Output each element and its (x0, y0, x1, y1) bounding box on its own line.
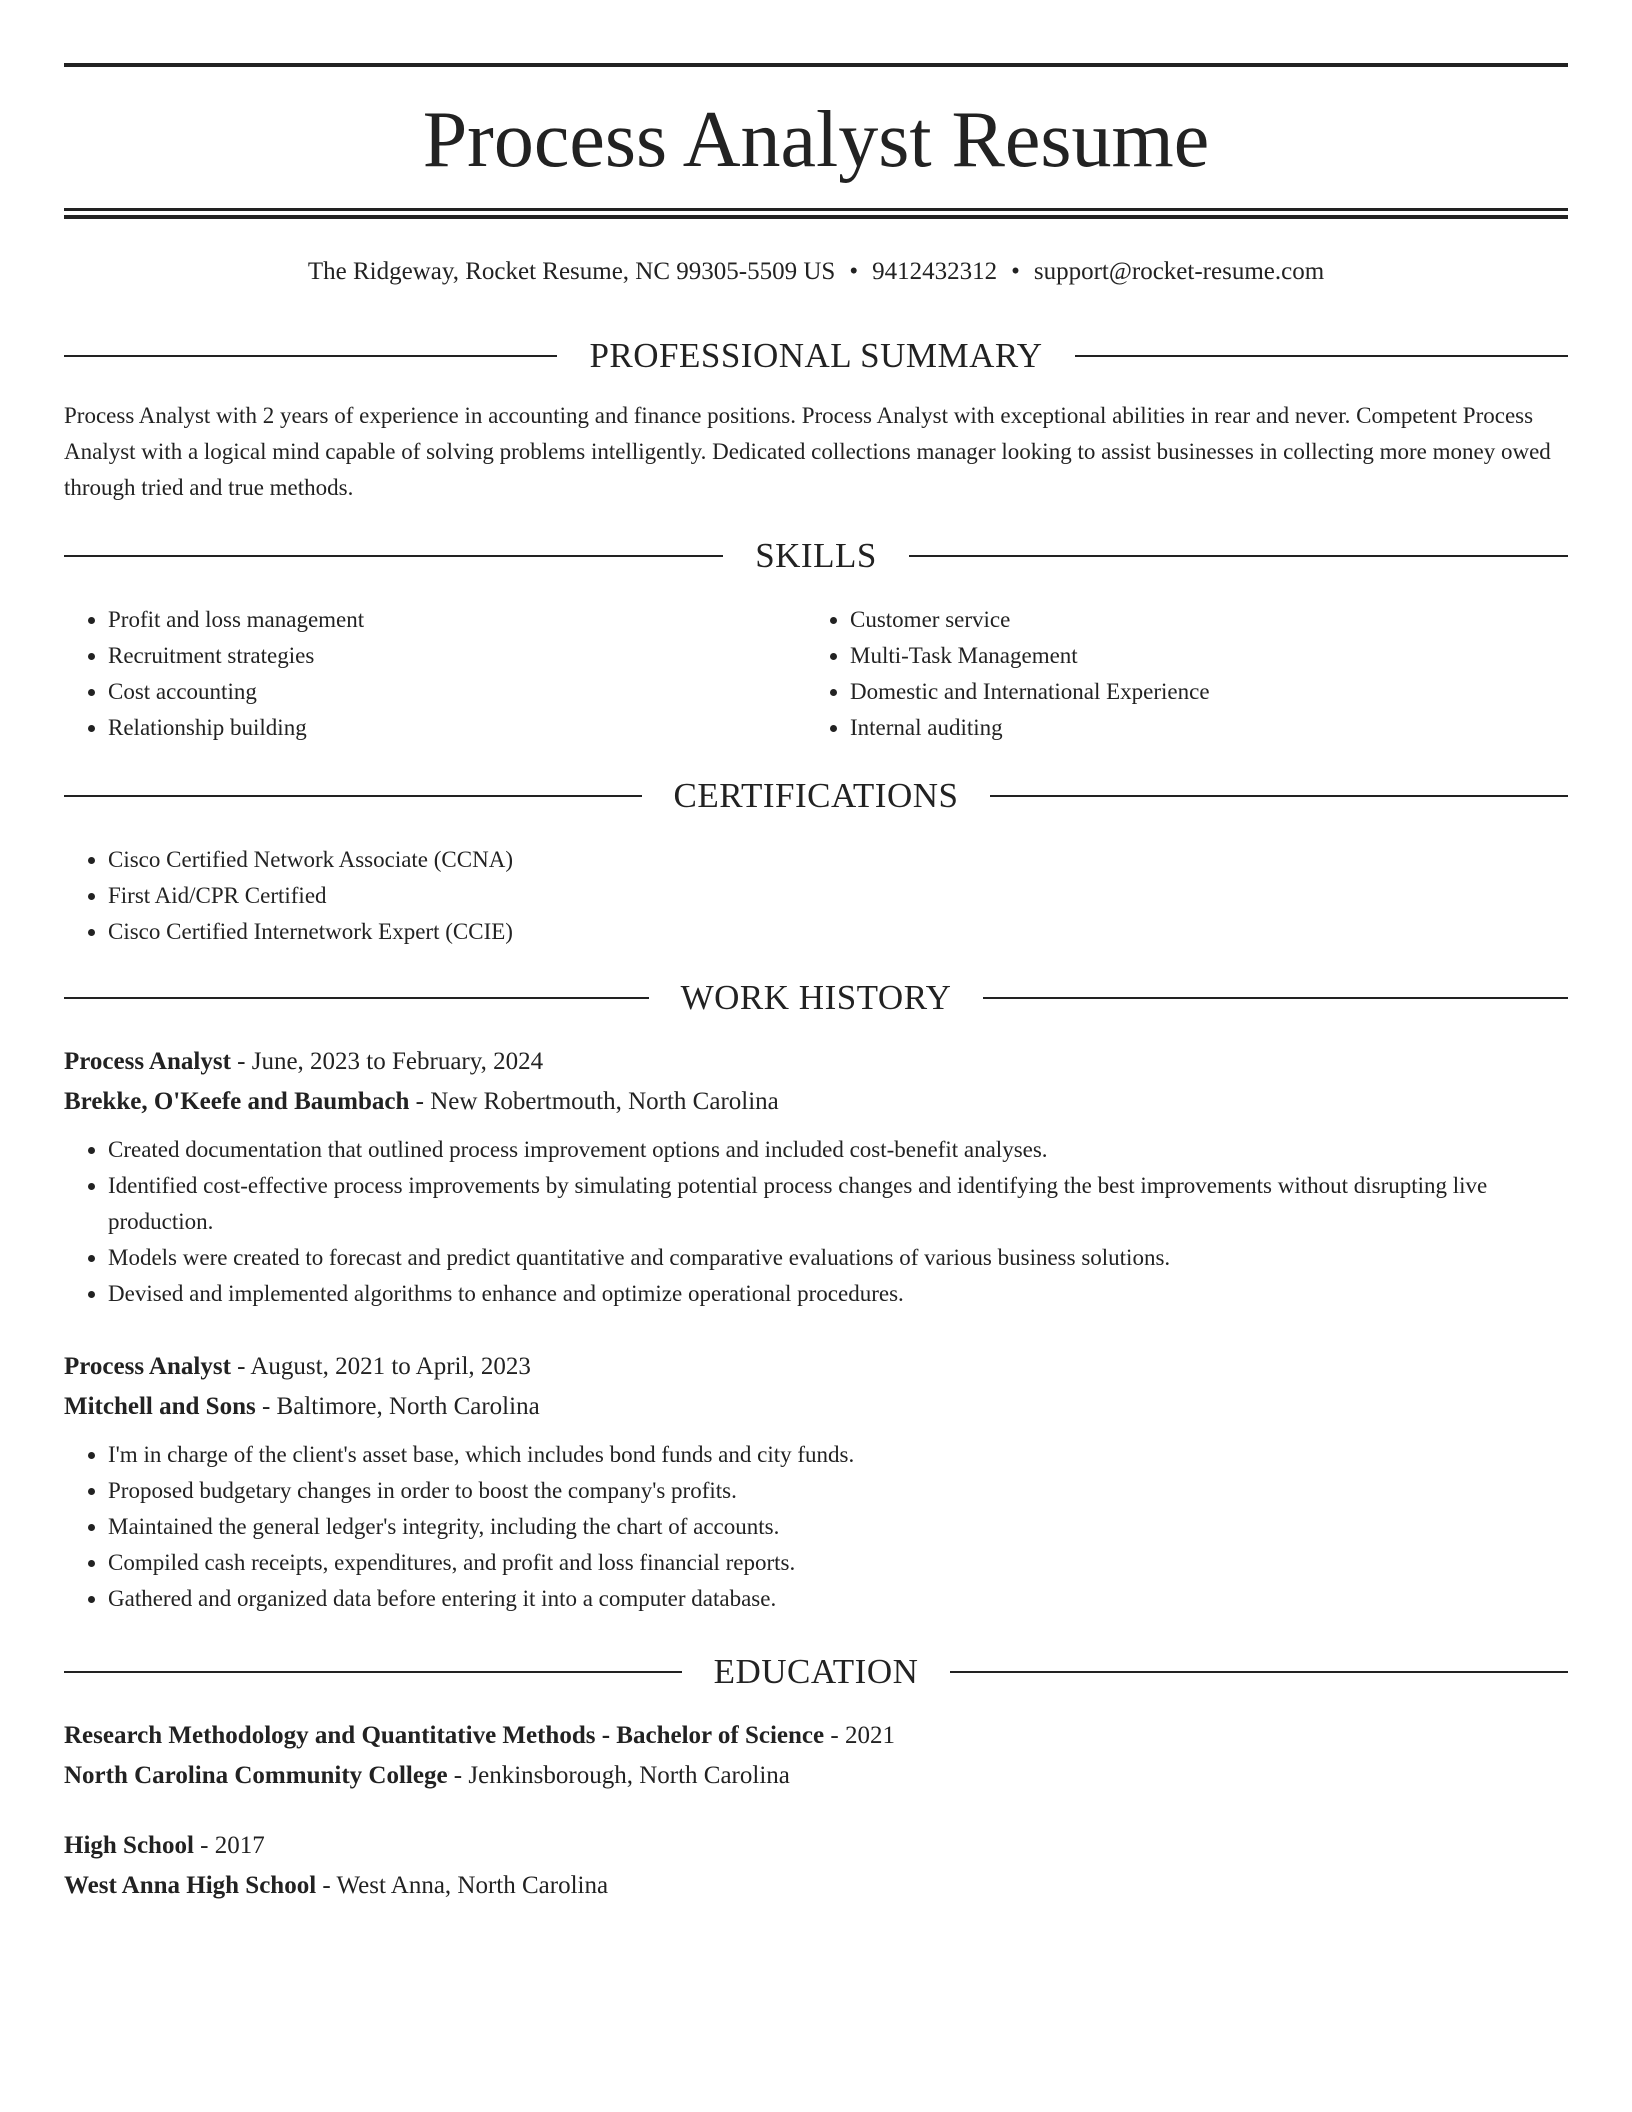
education-school: North Carolina Community College (64, 1762, 448, 1789)
section-rule (64, 1671, 682, 1673)
job-bullets (64, 1437, 1568, 1617)
job-company: Brekke, O'Keefe and Baumbach (64, 1088, 410, 1115)
education-school-line (64, 1866, 1568, 1906)
job-entry (64, 1347, 1568, 1617)
education-degree-line (64, 1716, 1568, 1756)
skills-column-left (64, 602, 804, 746)
list-item: • Multi-Task Management (850, 638, 1546, 674)
education-year: - 2017 (193, 1832, 265, 1859)
top-rule (64, 63, 1568, 67)
section-rule (990, 795, 1568, 797)
contact-email: support@rocket-resume.com (1033, 258, 1325, 285)
education-location: - West Anna, North Carolina (316, 1872, 609, 1899)
contact-separator: • (1011, 258, 1020, 285)
list-item: • Domestic and International Experience (850, 674, 1546, 710)
certifications-block (64, 842, 1568, 950)
section-header-education (64, 1650, 1568, 1694)
list-item: • Cisco Certified Network Associate (CCNA) (108, 842, 1568, 878)
list-item: • Proposed budgetary changes in order to boost the company's profits. (108, 1473, 1568, 1509)
list-item: • Identified cost-effective process improvements by simulating potential process changes and identifying the best improvements without disrupting live production. (108, 1168, 1568, 1240)
list-item: • Models were created to forecast and predict quantitative and comparative evaluations of various business solutions. (108, 1240, 1568, 1276)
list-item: • First Aid/CPR Certified (108, 878, 1568, 914)
section-header-skills (64, 534, 1568, 578)
contact-line (64, 254, 1568, 290)
job-role: Process Analyst (64, 1353, 231, 1380)
list-item: • Cost accounting (108, 674, 804, 710)
job-title-line (64, 1347, 1568, 1387)
education-year: - 2021 (824, 1722, 895, 1749)
list-item: • Devised and implemented algorithms to enhance and optimize operational procedures. (108, 1276, 1568, 1312)
job-company: Mitchell and Sons (64, 1393, 256, 1420)
list-item: • Created documentation that outlined process improvement options and included cost-benefit analyses. (108, 1132, 1568, 1168)
job-bullets (64, 1132, 1568, 1312)
section-rule (64, 355, 557, 357)
job-role: Process Analyst (64, 1048, 231, 1075)
summary-text: Process Analyst with 2 years of experience in accounting and finance positions. Process Analyst with exceptional abilities in rear and never. Competent Process Analyst with a logical mind capable of solving problems intelligently. Dedicated collections manager looking to assist businesses in collecting more money owed through tried and true methods. (64, 403, 1551, 500)
job-location: - New Robertmouth, North Carolina (409, 1088, 779, 1115)
skills-list-left (64, 602, 804, 746)
job-title-line (64, 1042, 1568, 1082)
education-school-line (64, 1756, 1568, 1796)
section-title: CERTIFICATIONS (673, 776, 959, 815)
contact-phone: 9412432312 (872, 258, 998, 285)
section-title: SKILLS (755, 536, 877, 575)
job-company-line (64, 1387, 1568, 1427)
education-entry (64, 1826, 1568, 1906)
section-header-work-history (64, 976, 1568, 1020)
contact-address: The Ridgeway, Rocket Resume, NC 99305-5509 US (307, 258, 836, 285)
list-item: • Recruitment strategies (108, 638, 804, 674)
section-title: PROFESSIONAL SUMMARY (589, 336, 1043, 375)
skills-column-right (806, 602, 1546, 746)
job-dates: - August, 2021 to April, 2023 (230, 1353, 531, 1380)
list-item: • Customer service (850, 602, 1546, 638)
section-header-summary (64, 334, 1568, 378)
job-company-line (64, 1082, 1568, 1122)
title-rule-upper (64, 208, 1568, 211)
list-item: • Cisco Certified Internetwork Expert (CCIE) (108, 914, 1568, 950)
section-rule (1075, 355, 1568, 357)
title-rule-lower (64, 215, 1568, 219)
skills-list-right (806, 602, 1546, 746)
section-title: WORK HISTORY (680, 978, 952, 1017)
section-rule (909, 555, 1568, 557)
section-rule (64, 997, 649, 999)
education-degree: Research Methodology and Quantitative Methods - Bachelor of Science (64, 1722, 825, 1749)
list-item: • Gathered and organized data before entering it into a computer database. (108, 1581, 1568, 1617)
section-header-certifications (64, 774, 1568, 818)
job-dates: - June, 2023 to February, 2024 (230, 1048, 544, 1075)
education-degree: High School (64, 1832, 194, 1859)
list-item: • Profit and loss management (108, 602, 804, 638)
education-entry (64, 1716, 1568, 1796)
section-rule (64, 795, 642, 797)
section-rule (950, 1671, 1568, 1673)
list-item: • Internal auditing (850, 710, 1546, 746)
list-item: • I'm in charge of the client's asset base, which includes bond funds and city funds. (108, 1437, 1568, 1473)
education-degree-line (64, 1826, 1568, 1866)
certifications-list (64, 842, 1568, 950)
section-title: EDUCATION (713, 1652, 919, 1691)
list-item: • Compiled cash receipts, expenditures, and profit and loss financial reports. (108, 1545, 1568, 1581)
job-location: - Baltimore, North Carolina (255, 1393, 540, 1420)
contact-separator: • (849, 258, 859, 285)
list-item: • Relationship building (108, 710, 804, 746)
section-rule (983, 997, 1568, 999)
section-rule (64, 555, 723, 557)
education-school: West Anna High School (64, 1872, 317, 1899)
education-location: - Jenkinsborough, North Carolina (447, 1762, 790, 1789)
resume-title: Process Analyst Resume (422, 96, 1210, 184)
list-item: • Maintained the general ledger's integrity, including the chart of accounts. (108, 1509, 1568, 1545)
job-entry (64, 1042, 1568, 1312)
